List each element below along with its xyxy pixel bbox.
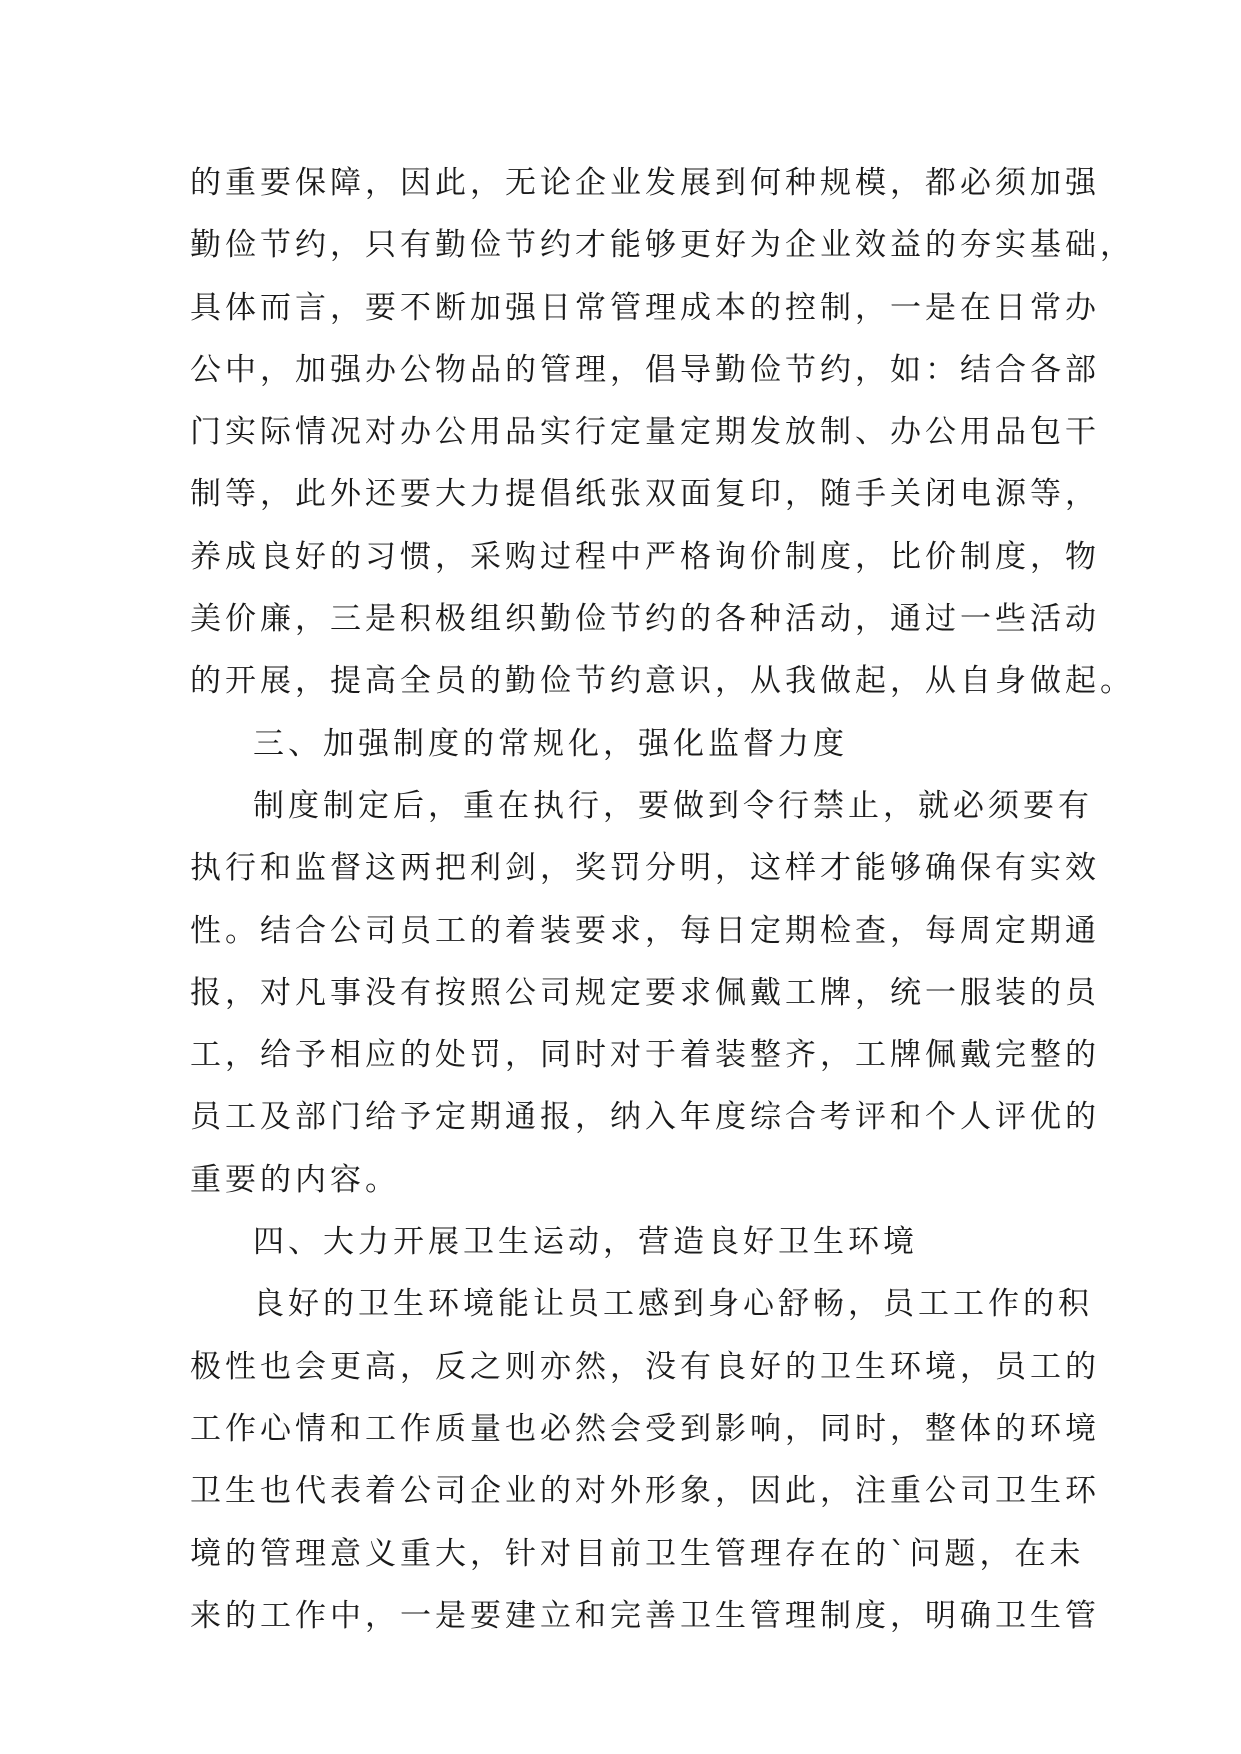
- text-line: 养成良好的习惯，采购过程中严格询价制度，比价制度，物: [190, 538, 1100, 575]
- text-line: 来的工作中，一是要建立和完善卫生管理制度，明确卫生管: [190, 1597, 1100, 1634]
- text-line: 具体而言，要不断加强日常管理成本的控制，一是在日常办: [190, 289, 1100, 326]
- text-line: 工作心情和工作质量也必然会受到影响，同时，整体的环境: [190, 1410, 1100, 1447]
- text-line: 的开展，提高全员的勤俭节约意识，从我做起，从自身做起。: [190, 663, 1135, 700]
- section-heading: 三、加强制度的常规化，强化监督力度: [253, 725, 848, 762]
- text-line: 重要的内容。: [190, 1161, 400, 1198]
- text-line: 工，给予相应的处罚，同时对于着装整齐，工牌佩戴完整的: [190, 1037, 1100, 1074]
- text-line: 制等，此外还要大力提倡纸张双面复印，随手关闭电源等，: [190, 476, 1100, 513]
- section-heading: 四、大力开展卫生运动，营造良好卫生环境: [253, 1224, 918, 1261]
- paragraph-first-line: 制度制定后，重在执行，要做到令行禁止，就必须要有: [253, 787, 1093, 824]
- text-line: 极性也会更高，反之则亦然，没有良好的卫生环境，员工的: [190, 1348, 1100, 1385]
- text-line: 美价廉，三是积极组织勤俭节约的各种活动，通过一些活动: [190, 601, 1100, 638]
- text-line: 性。结合公司员工的着装要求，每日定期检查，每周定期通: [190, 912, 1100, 949]
- text-line: 公中，加强办公物品的管理，倡导勤俭节约，如：结合各部: [190, 351, 1100, 388]
- paragraph-first-line: 良好的卫生环境能让员工感到身心舒畅，员工工作的积: [253, 1286, 1093, 1323]
- text-line: 境的管理意义重大，针对目前卫生管理存在的`问题，在未: [190, 1535, 1085, 1572]
- text-line: 卫生也代表着公司企业的对外形象，因此，注重公司卫生环: [190, 1473, 1100, 1510]
- document-body: [190, 152, 1135, 1647]
- text-line: 勤俭节约，只有勤俭节约才能够更好为企业效益的夯实基础，: [190, 227, 1135, 264]
- text-line: 执行和监督这两把利剑，奖罚分明，这样才能够确保有实效: [190, 850, 1100, 887]
- text-line: 报，对凡事没有按照公司规定要求佩戴工牌，统一服装的员: [190, 974, 1100, 1011]
- text-line: 员工及部门给予定期通报，纳入年度综合考评和个人评优的: [190, 1099, 1100, 1136]
- text-line: 门实际情况对办公用品实行定量定期发放制、办公用品包干: [190, 414, 1100, 451]
- text-line: 的重要保障，因此，无论企业发展到何种规模，都必须加强: [190, 165, 1100, 201]
